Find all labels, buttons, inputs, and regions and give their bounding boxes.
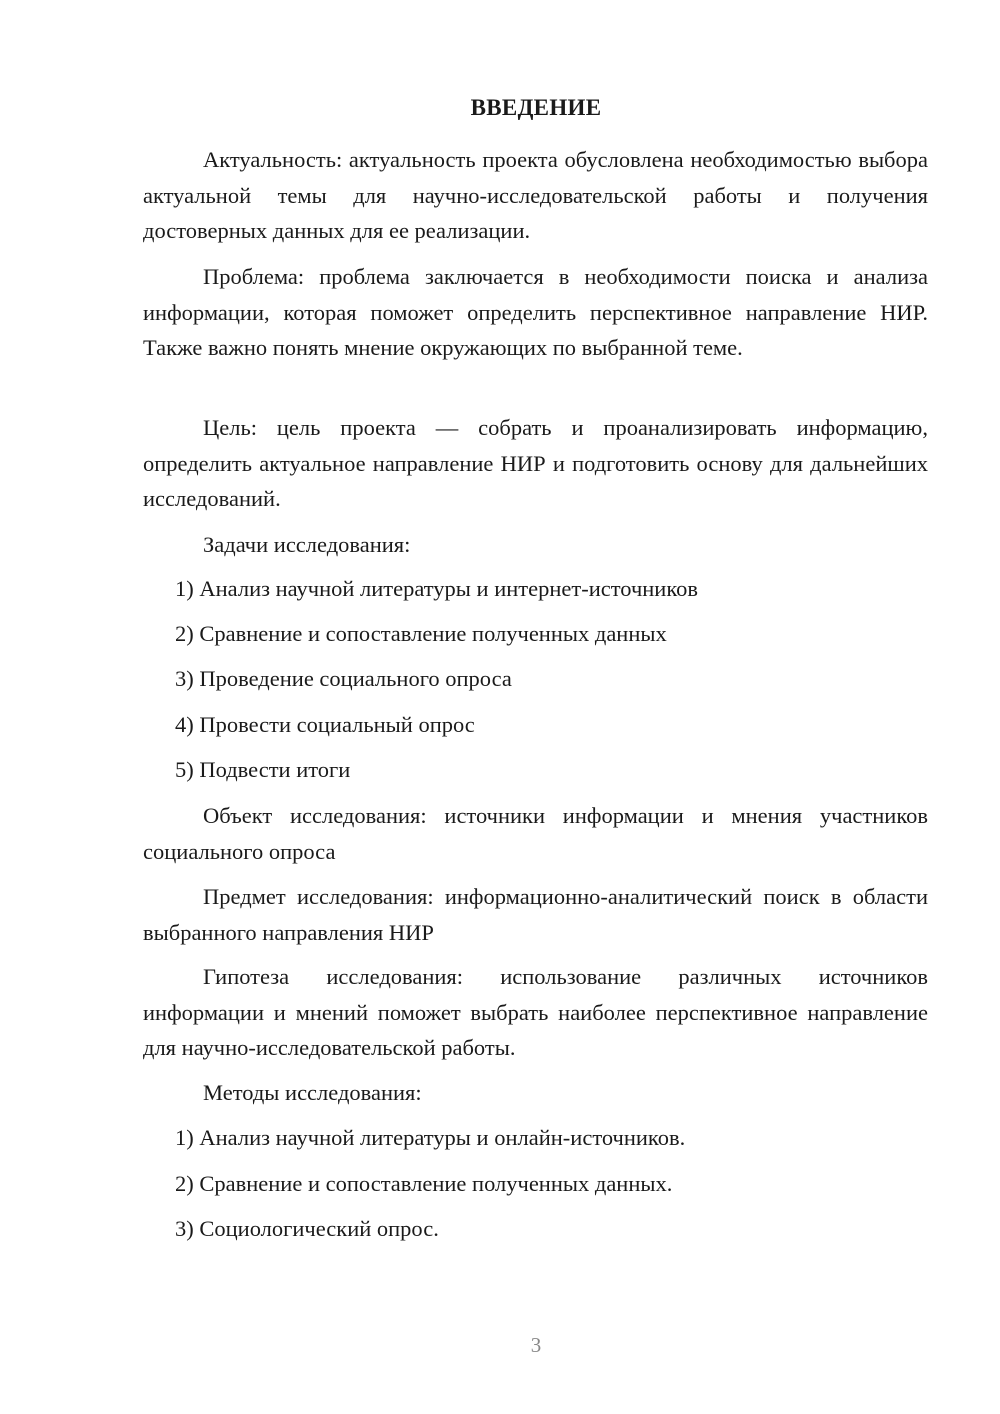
method-item: 1) Анализ научной литературы и онлайн-источников. xyxy=(175,1125,686,1150)
task-item: 5) Подвести итоги xyxy=(175,757,351,782)
task-item: 3) Проведение социального опроса xyxy=(175,666,512,691)
method-item: 3) Социологический опрос. xyxy=(175,1216,439,1241)
page-number: 3 xyxy=(530,1333,542,1357)
method-item: 2) Сравнение и сопоставление полученных данных. xyxy=(175,1171,673,1196)
task-item: 1) Анализ научной литературы и интернет-источников xyxy=(175,576,699,601)
goal-paragraph: Цель: цель проекта — собрать и проанализировать информацию, определить актуальное направление НИР и подготовить основу для дальнейших исследований. xyxy=(143,415,928,511)
task-item: 4) Провести социальный опрос xyxy=(175,712,475,737)
task-item: 2) Сравнение и сопоставление полученных данных xyxy=(175,621,667,646)
tasks-heading: Задачи исследования: xyxy=(203,532,411,557)
page-title: ВВЕДЕНИЕ xyxy=(470,95,602,120)
methods-heading: Методы исследования: xyxy=(203,1080,422,1105)
object-paragraph: Объект исследования: источники информации и мнения участников социального опроса xyxy=(143,803,928,864)
problem-paragraph: Проблема: проблема заключается в необходимости поиска и анализа информации, которая поможет определить перспективное направление НИР. Также важно понять мнение окружающих по выбранной теме. xyxy=(143,264,928,360)
hypothesis-paragraph: Гипотеза исследования: использование различных источников информации и мнений поможет выбрать наиболее перспективное направление для научно-исследовательской работы. xyxy=(143,964,928,1060)
relevance-paragraph: Актуальность: актуальность проекта обусловлена необходимостью выбора актуальной темы для научно-исследовательской работы и получения достоверных данных для ее реализации. xyxy=(143,147,928,243)
subject-paragraph: Предмет исследования: информационно-аналитический поиск в области выбранного направления НИР xyxy=(143,884,928,945)
